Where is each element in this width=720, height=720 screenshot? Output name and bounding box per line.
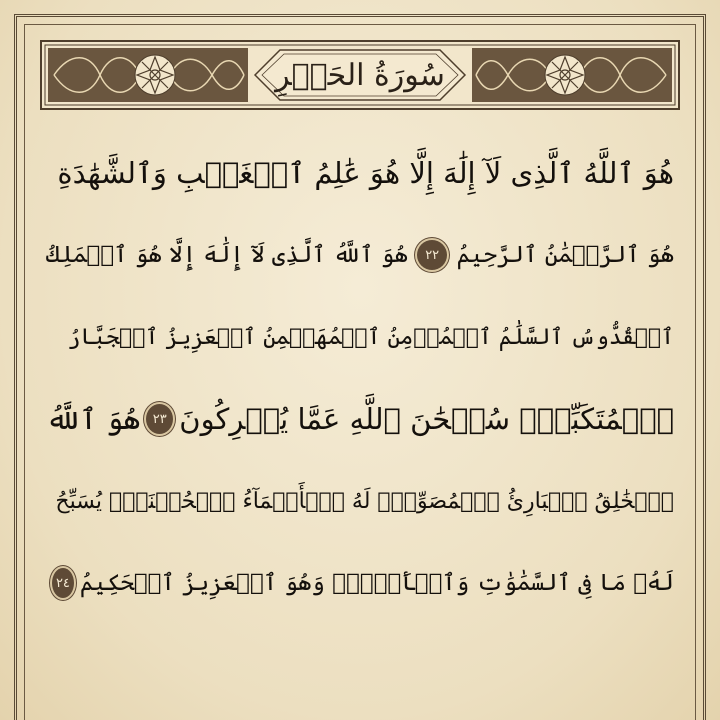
- verse-line-1: [46, 132, 674, 214]
- verse-line-6: [46, 542, 674, 624]
- verse-text: لَهُۥ مَا فِى ٱلسَّمَٰوَٰتِ وَٱلۡأَرۡضِۖ وَهُوَ ٱلۡعَزِيزُ ٱلۡحَكِيمُ: [79, 570, 674, 596]
- verse-text: هُوَ ٱللَّهُ ٱلَّذِى لَآ إِلَٰهَ إِلَّا هُوَ ٱلۡمَلِكُ: [46, 242, 408, 268]
- verse-text: ٱلۡخَٰلِقُ ٱلۡبَارِئُ ٱلۡمُصَوِّرُۖ لَهُ ٱلۡأَسۡمَآءُ ٱلۡحُسۡنَىٰۚ يُسَبِّحُ: [55, 488, 674, 514]
- verse-line-4: [46, 378, 674, 460]
- verse-text: هُوَ ٱللَّهُ: [46, 402, 141, 436]
- verse-text: هُوَ ٱلرَّحۡمَٰنُ ٱلرَّحِيمُ: [456, 242, 674, 268]
- verse-line-3: [46, 296, 674, 378]
- surah-header-banner: [40, 40, 680, 110]
- ayah-marker-24: ٢٤: [52, 568, 74, 598]
- surah-title: سُورَةُ الحَشۡرِ: [275, 57, 445, 93]
- verse-text: ٱلۡقُدُّوسُ ٱلسَّلَٰمُ ٱلۡمُؤۡمِنُ ٱلۡمُهَيۡمِنُ ٱلۡعَزِيزُ ٱلۡجَبَّارُ: [67, 324, 674, 350]
- verse-text: ٱلۡمُتَكَبِّرُۚ سُبۡحَٰنَ ٱللَّهِ عَمَّا يُشۡرِكُونَ: [179, 402, 674, 436]
- verse-line-2: [46, 214, 674, 296]
- ayah-marker-23: ٢٣: [146, 404, 173, 434]
- verse-text: هُوَ ٱللَّهُ ٱلَّذِى لَآ إِلَٰهَ إِلَّا هُوَ عَٰلِمُ ٱلۡغَيۡبِ وَٱلشَّهَٰدَةِ: [57, 156, 674, 190]
- ayah-marker-22: ٢٢: [417, 240, 447, 270]
- verse-line-5: [46, 460, 674, 542]
- verses-block: [46, 132, 674, 624]
